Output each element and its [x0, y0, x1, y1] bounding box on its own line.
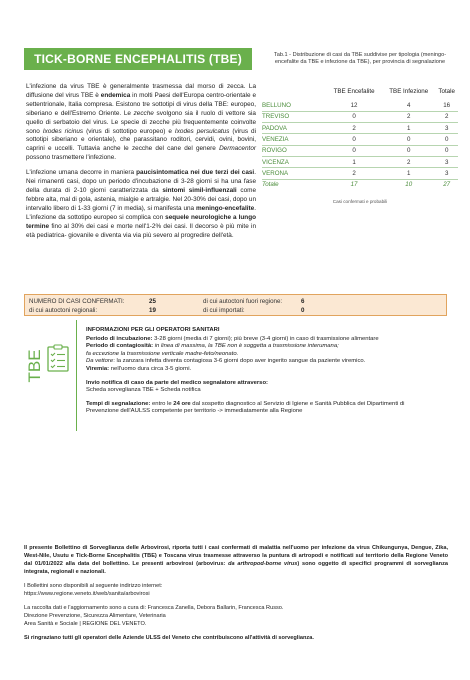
value-cell: 1 — [382, 123, 435, 134]
page-title-banner: TICK-BORNE ENCEPHALITIS (TBE) — [24, 48, 252, 70]
case-counts-box — [24, 294, 447, 316]
confirmed-label: NUMERO DI CASI CONFERMATI: — [29, 298, 125, 305]
table-row — [262, 168, 458, 179]
value-cell: 0 — [326, 111, 382, 122]
info-text — [86, 327, 436, 416]
intro-paragraph-2: L'infezione umana decorre in maniera paucisintomatica nei due terzi dei casi. Nei rimanenti casi, dopo un periodo d'incubazione di 3-28 giorni si ha una fase della durata di 2-10 giorni caratterizzata da sintomi simil-influenzali come febbre alta, mal di gola, astenia, mialgie e artralgie. Nel 20-30% dei casi, dopo un intervallo libero di 1-33 giorni (7 in media), si manifesta una meningo-encefalite. L'infezione da sottotipo europeo si complica con sequele neurologiche a lungo termine fino al 30% dei casi e morte nell'1-2% dei casi. Il decorso è più mite in età pediatrica- giovanile e diventa via via più severo al progredire dell'età. — [26, 169, 257, 239]
value-cell: 17 — [350, 181, 358, 189]
value-cell: 0 — [326, 145, 382, 156]
province-cell: Totale — [262, 181, 279, 189]
value-cell: 10 — [405, 181, 413, 189]
value-cell: 2 — [326, 168, 382, 179]
value-cell: 2 — [382, 156, 435, 167]
table-header-cell — [262, 86, 326, 100]
table-row — [262, 156, 458, 167]
table-row — [262, 134, 458, 145]
value-cell: 1 — [326, 156, 382, 167]
value-cell: 0 — [435, 145, 458, 156]
value-cell: 2 — [326, 123, 382, 134]
value-cell: 3 — [435, 123, 458, 134]
value-cell: 27 — [443, 181, 451, 189]
bulletins-url-link[interactable]: https://www.regione.veneto.it/web/sanita/arbovirosi — [24, 591, 150, 597]
table-row — [262, 145, 458, 156]
table-row — [262, 100, 458, 111]
bulletin-footer — [24, 544, 448, 642]
department-line: Direzione Prevenzione, Sicurezza Alimentare, Veterinaria — [24, 613, 166, 619]
value-cell: 3 — [435, 168, 458, 179]
value-cell: 1 — [382, 168, 435, 179]
province-cell: ROVIGO — [262, 145, 326, 156]
value-cell: 16 — [435, 100, 458, 111]
province-cell: VERONA — [262, 168, 326, 179]
table-row — [262, 123, 458, 134]
notification-text: Scheda sorveglianza TBE + Scheda notifica — [86, 387, 201, 394]
info-title: INFORMAZIONI PER GLI OPERATORI SANITARI — [86, 327, 220, 333]
value-cell: 2 — [435, 111, 458, 122]
table-header-row — [262, 86, 458, 100]
table-note: Casi confermati e probabili — [332, 199, 388, 204]
province-cell: VENEZIA — [262, 134, 326, 145]
value-cell: 2 — [382, 111, 435, 122]
autoctoni-reg-label: di cui autoctoni regionali: — [29, 307, 98, 314]
clipboard-checklist-icon — [46, 344, 70, 372]
tbe-side-label: TBE — [25, 349, 44, 383]
confirmed-value: 25 — [149, 298, 156, 305]
area-line: Area Sanità e Sociale | REGIONE DEL VENETO. — [24, 621, 147, 627]
autoctoni-reg-value: 19 — [149, 307, 156, 314]
table-row — [262, 111, 458, 122]
importati-value: 0 — [301, 307, 305, 314]
table-total-row — [262, 179, 458, 190]
health-operators-info — [24, 320, 447, 431]
info-divider — [76, 320, 77, 431]
autoctoni-fuori-label: di cui autoctoni fuori regione: — [203, 298, 283, 305]
value-cell: 0 — [326, 134, 382, 145]
contagiousness-line-2: fa eccezione la trasmissione verticale madre-feto/neonato. — [86, 350, 239, 357]
value-cell: 0 — [382, 134, 435, 145]
value-cell: 0 — [435, 134, 458, 145]
importati-label: di cui importati: — [203, 307, 245, 314]
province-cell: PADOVA — [262, 123, 326, 134]
value-cell: 12 — [326, 100, 382, 111]
contagiousness-line: Periodo di contagiosità: in linea di massima, la TBE non è soggetta a trasmissione interumana; — [86, 343, 339, 350]
autoctoni-fuori-value: 6 — [301, 298, 305, 305]
reporting-times: Tempi di segnalazione: entro le 24 ore dal sospetto diagnostico al Servizio di Igiene e Sanità Pubblica dei Dipartimenti di Prevenzione dell'AULSS competente per territorio -> immediatamente alla Regione — [86, 400, 405, 415]
value-cell: 3 — [435, 156, 458, 167]
table-caption: Tab.1 - Distribuzione di casi da TBE suddivise per tipologia (meningo-encefalite da TBE e infezione da TBE), per provincia di segnalazione — [273, 52, 447, 65]
vector-line: Da vettore: la zanzara infetta diventa contagiosa 3-6 giorni dopo aver ingerito sangue da paziente viremico. — [86, 358, 366, 365]
incubation-line: Periodo di incubazione: 3-28 giorni (media di 7 giorni); più breve (3-4 giorni) in caso di trasmissione alimentare — [86, 335, 379, 342]
table-header-cell: TBE Infezione — [389, 88, 429, 95]
thanks-line: Si ringraziano tutti gli operatori delle Aziende ULSS del Veneto che contribuiscono all'attività di sorveglianza. — [24, 635, 314, 641]
bulletins-line: I Bollettini sono disponibili al seguente indirizzo internet: — [24, 583, 163, 589]
viremia-line: Viremia: nell'uomo dura circa 3-5 giorni. — [86, 365, 192, 372]
notification-title: Invio notifica di caso da parte del medico segnalatore attraverso: — [86, 379, 269, 386]
value-cell: 0 — [382, 145, 435, 156]
credits-line: La raccolta dati e l'aggiornamento sono a cura di: Francesca Zanella, Debora Ballarin, Francesca Russo. — [24, 605, 284, 611]
province-cell: VICENZA — [262, 156, 326, 167]
province-cell: BELLUNO — [262, 100, 326, 111]
table-header-cell: Totale — [438, 88, 455, 95]
table-header-cell: TBE Encefalite — [333, 88, 375, 95]
tbe-cases-table — [262, 86, 458, 190]
province-cell: TREVISO — [262, 111, 326, 122]
intro-text — [26, 83, 256, 246]
bulletin-intro: Il presente Bollettino di Sorveglianza delle Arbovirosi, riporta tutti i casi confermati di malattia nell'uomo per infezione da virus Chikungunya, Dengue, Zika, West-Nile, Usutu e Tick-Borne Encephalitis (TBE) e Toscana virus trasmesse attraverso la puntura di artropodi e notificati sul territorio della Regione Veneto dal 01/01/2022 alla data del bollettino. Le presenti arbovirosi (arbovirus: da arthropod-borne virus) sono oggetto di specifici programmi di sorveglianza integrata, regionali e nazionali. — [24, 545, 448, 575]
intro-paragraph-1: L'infezione da virus TBE è generalmente trasmessa dal morso di zecca. La diffusione del virus TBE è endemica in molti Paesi dell'Europa centro-orientale e settentrionale, Italia compresa. Esistono tre sottotipi di virus della TBE: europeo, siberiano e dell'Estremo Oriente. Le zecche svolgono sia il ruolo di vettore sia quello di serbatoio del virus. Le specie di zecche più frequentemente coinvolte sono Ixodes ricinus (virus di sottotipo europeo) e Ixodes persulcatus (virus di sottotipi siberiano e orientale), che parassitano roditori, cervidi, ovini, bovini, caprini e uccelli. Tuttavia anche le zecche del cane del genere Dermacentor possono trasmettere l'infezione. — [26, 83, 256, 162]
value-cell: 4 — [382, 100, 435, 111]
